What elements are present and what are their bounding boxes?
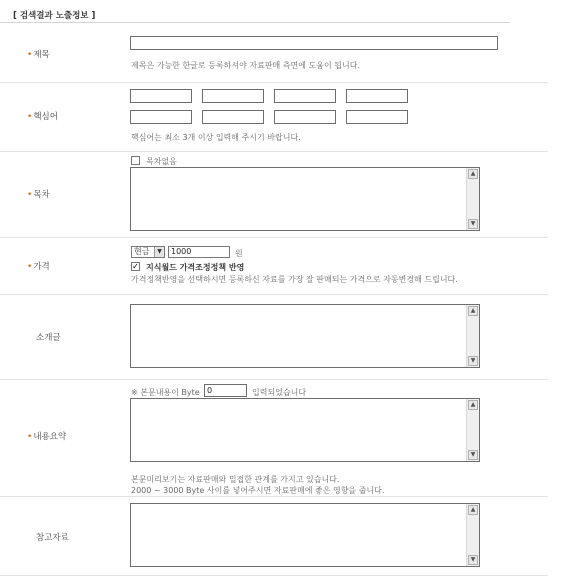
keyword-input-3[interactable]: [274, 89, 336, 103]
summary-help-1: 본문미리보기는 자료판매와 밀접한 관계를 가지고 있습니다.: [131, 475, 340, 484]
title-help: 제목은 가능한 한글로 등록하셔야 자료판매 측면에 도움이 됩니다.: [131, 61, 360, 70]
scroll-down-arrow-icon[interactable]: ▼: [468, 219, 478, 229]
byte-count-input[interactable]: 0: [204, 384, 247, 397]
title-input[interactable]: [130, 36, 498, 50]
scrollbar[interactable]: [466, 168, 479, 230]
row-divider: [0, 151, 548, 152]
scroll-down-arrow-icon[interactable]: ▼: [468, 450, 478, 460]
price-input[interactable]: 1000: [168, 246, 230, 258]
toc-label: •목차: [27, 190, 50, 200]
row-divider: [0, 379, 548, 380]
scroll-up-arrow-icon[interactable]: ▲: [468, 169, 478, 179]
byte-count-suffix: 입력되었습니다: [252, 388, 307, 397]
summary-label: •내용요약: [27, 432, 67, 442]
scroll-up-arrow-icon[interactable]: ▲: [468, 306, 478, 316]
required-bullet-icon: •: [27, 112, 33, 122]
intro-textarea[interactable]: [130, 304, 480, 368]
title-label: •제목: [27, 50, 50, 60]
toc-textarea[interactable]: [130, 167, 480, 231]
no-toc-label: 목차없음: [146, 157, 177, 166]
required-bullet-icon: •: [27, 50, 33, 60]
no-toc-checkbox[interactable]: [131, 156, 140, 165]
row-divider: [0, 237, 548, 238]
row-divider: [0, 496, 548, 497]
keyword-input-6[interactable]: [202, 110, 264, 124]
row-divider: [0, 294, 548, 295]
currency-select[interactable]: 현금 ▼: [131, 246, 165, 258]
scrollbar[interactable]: [466, 399, 479, 461]
keyword-input-8[interactable]: [346, 110, 408, 124]
required-bullet-icon: •: [27, 262, 33, 272]
keywords-help: 핵심어는 최소 3개 이상 입력해 주시기 바랍니다.: [131, 133, 301, 142]
keyword-input-5[interactable]: [130, 110, 192, 124]
summary-textarea[interactable]: [130, 398, 480, 462]
reference-textarea[interactable]: [130, 503, 480, 567]
price-policy-label: 지식월드 가격조정정책 반영: [146, 263, 245, 272]
price-help: 가격정책반영을 선택하시면 등록하신 자료를 가장 잘 판매되는 가격으로 자동변경해 드립니다.: [131, 275, 458, 284]
scrollbar[interactable]: [466, 504, 479, 566]
scrollbar[interactable]: [466, 305, 479, 367]
summary-help-2: 2000 ~ 3000 Byte 사이를 넣어주시면 자료판매에 좋은 영향을 줍니다.: [131, 486, 385, 495]
byte-count-prefix: ※ 본문내용이 Byte: [131, 388, 200, 397]
section-title: [ 검색결과 노출정보 ]: [13, 11, 96, 21]
price-label: •가격: [27, 262, 50, 272]
price-unit: 원: [235, 249, 243, 258]
keywords-label: •핵심어: [27, 112, 58, 122]
required-bullet-icon: •: [27, 432, 33, 442]
row-divider: [0, 575, 548, 576]
keyword-input-4[interactable]: [346, 89, 408, 103]
price-policy-checkbox[interactable]: ✓: [132, 262, 139, 271]
chevron-down-icon[interactable]: ▼: [154, 247, 164, 257]
scroll-up-arrow-icon[interactable]: ▲: [468, 400, 478, 410]
scroll-down-arrow-icon[interactable]: ▼: [468, 356, 478, 366]
title-divider: [0, 22, 510, 23]
intro-label: 소개글: [36, 333, 61, 343]
row-divider: [0, 82, 548, 83]
keyword-input-2[interactable]: [202, 89, 264, 103]
scroll-down-arrow-icon[interactable]: ▼: [468, 555, 478, 565]
scroll-up-arrow-icon[interactable]: ▲: [468, 505, 478, 515]
keyword-input-1[interactable]: [130, 89, 192, 103]
required-bullet-icon: •: [27, 190, 33, 200]
keyword-input-7[interactable]: [274, 110, 336, 124]
reference-label: 참고자료: [36, 533, 69, 543]
